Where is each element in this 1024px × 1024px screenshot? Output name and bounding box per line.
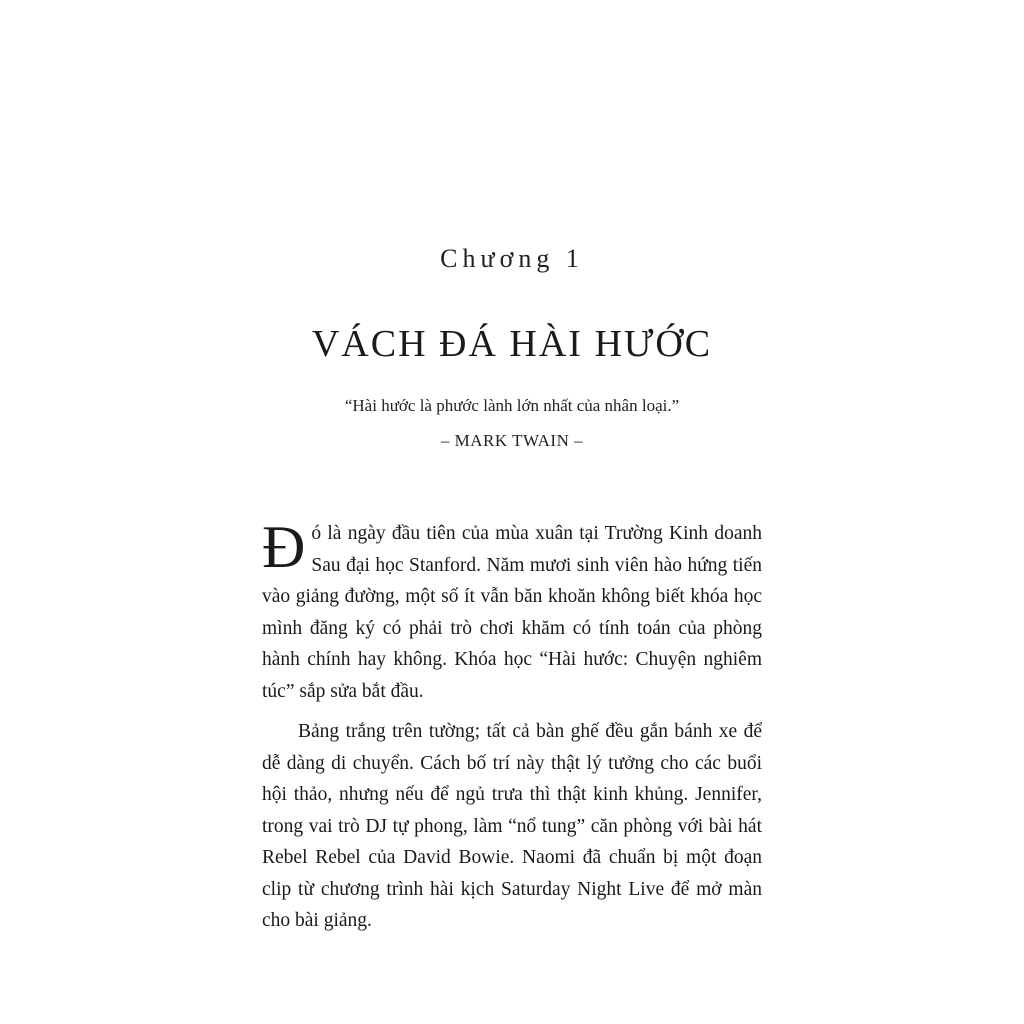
paragraph-1 — [262, 514, 762, 707]
body-text — [262, 514, 762, 937]
epigraph-quote: “Hài hước là phước lành lớn nhất của nhân loại.” — [344, 396, 680, 415]
drop-cap: Đ — [262, 514, 306, 580]
paragraph-2: Bảng trắng trên tường; tất cả bàn ghế đều gắn bánh xe để dễ dàng di chuyển. Cách bố trí này thật lý tưởng cho các buổi hội thảo, nhưng nếu để ngủ trưa thì thật kinh khủng. Jennifer, trong vai trò DJ tự phong, làm “nổ tung” căn phòng với bài hát Rebel Rebel của David Bowie. Naomi đã chuẩn bị một đoạn clip từ chương trình hài kịch Saturday Night Live để mở màn cho bài giảng. — [262, 721, 762, 931]
chapter-label: Chương 1 — [440, 244, 584, 273]
chapter-title: VÁCH ĐÁ HÀI HƯỚC — [311, 323, 713, 365]
paragraph-1-text: ó là ngày đầu tiên của mùa xuân tại Trường Kinh doanh Sau đại học Stanford. Năm mươi sinh viên hào hứng tiến vào giảng đường, một số ít vẫn băn khoăn không biết khóa học mình đăng ký có phải trò chơi khăm có tính toán của phòng hành chính hay không. Khóa học “Hài hước: Chuyện nghiêm túc” sắp sửa bắt đầu. — [262, 523, 762, 702]
epigraph-author: – MARK TWAIN – — [440, 431, 584, 450]
